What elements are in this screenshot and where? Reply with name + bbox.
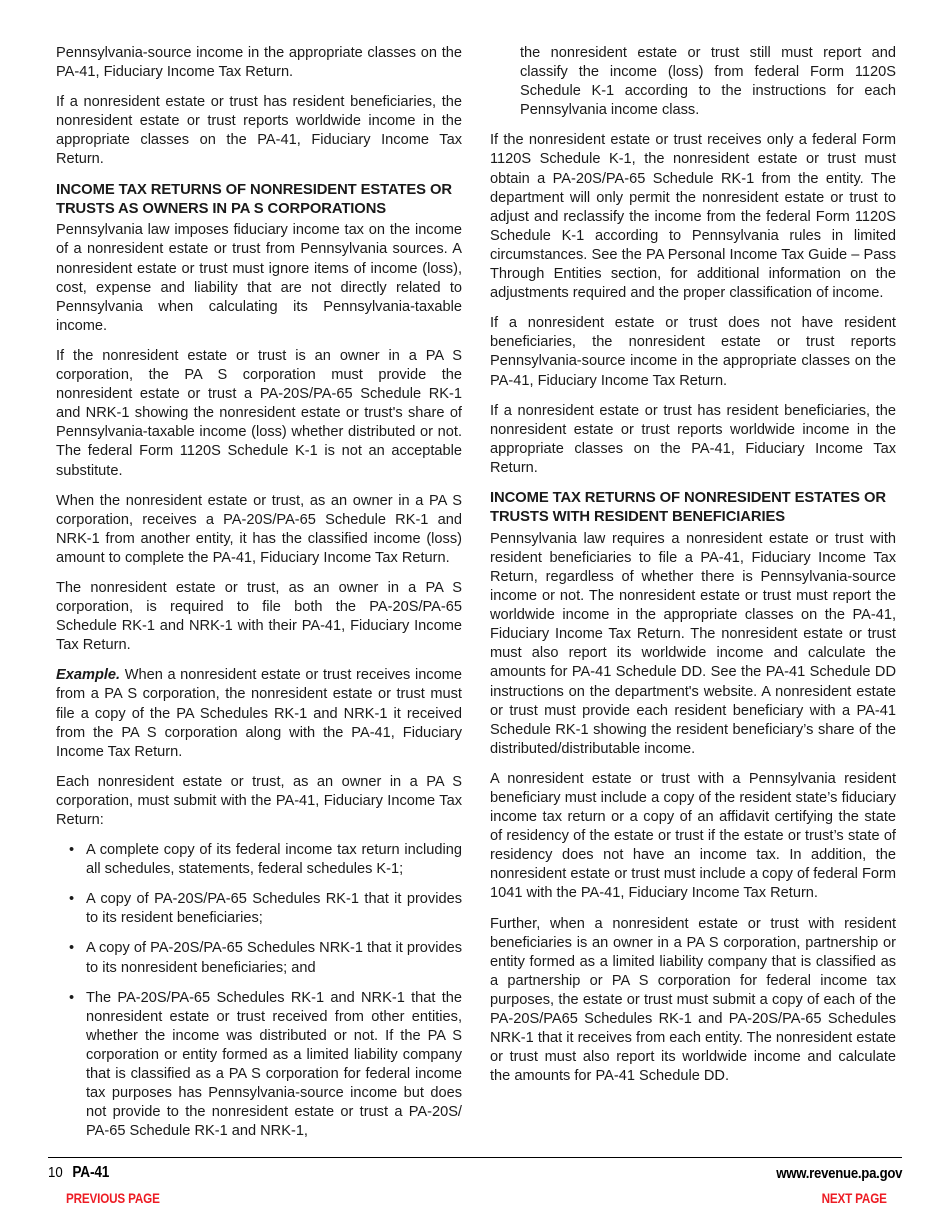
bullet-icon: • (69, 842, 75, 859)
paragraph: If a nonresident estate or trust has resident beneficiaries, the nonresident estate or trust reports worldwide income in the appropriate classes on the PA-41, Fiduciary Income Tax Return. (490, 402, 896, 476)
page-number: 10 (48, 1164, 63, 1181)
footer-website-url: www.revenue.pa.gov (775, 1164, 902, 1182)
list-item-text: A copy of PA-20S/PA-65 Schedules NRK-1 that it provides to its nonresident beneficiaries; and (86, 940, 462, 976)
paragraph: If the nonresident estate or trust receives only a federal Form 1120S Schedule K-1, the nonresident estate or trust must obtain a PA-20S/PA-65 Schedule RK-1 from the entity. The department will only permit the nonresident estate or trust to adjust and reclassify the income from the federal Form 1120S Schedule K-1 according to Pennsylvania rules in limited circumstances. See the PA Personal Income Tax Guide – Pass Through Entities section, for additional information on the adjustments required and the proper classification of income. (490, 132, 896, 302)
paragraph: If a nonresident estate or trust has resident beneficiaries, the nonresident estate or trust reports worldwide income in the appropriate classes on the PA-41, Fiduciary Income Tax Return. (56, 94, 462, 168)
submission-requirements-list (56, 841, 462, 1141)
list-item (56, 939, 462, 977)
previous-page-link[interactable]: PREVIOUS PAGE (66, 1190, 160, 1206)
paragraph-continuation: the nonresident estate or trust still must report and classify the income (loss) from federal Form 1120S Schedule K-1 according to the instructions for each Pennsylvania income class. (520, 45, 896, 119)
paragraph: Each nonresident estate or trust, as an owner in a PA S corporation, must submit with the PA-41, Fiduciary Income Tax Return: (56, 773, 462, 828)
list-item-text: The PA-20S/PA-65 Schedules RK-1 and NRK-1 that the nonresident estate or trust received from other entities, whether the income was distributed or not. If the PA S corporation or entity formed as a limited liability company that is classified as a PA S corporation for federal income tax purposes has Pennsylvania-source income but does not provide to the nonresident estate or trust a PA-20S/ PA-65 Schedule RK-1 and NRK-1, (86, 989, 462, 1140)
footer (48, 1162, 902, 1184)
paragraph: Pennsylvania law requires a nonresident estate or trust with resident beneficiaries to file a PA-41, Fiduciary Income Tax Return, regardless of whether there is Pennsylvania-source income or not. The nonresident estate or trust must report the worldwide income in the appropriate classes on the PA-41, Fiduciary Income Tax Return. The nonresident estate or trust must also report its worldwide income and calculate the amounts for PA-41 Schedule DD. See the PA-41 Schedule DD instructions on the department's website. A nonresident estate or trust must provide each resident beneficiary with a PA-41 Schedule RK-1 showing the resident beneficiary’s share of the distributed/distributable income. (490, 530, 896, 757)
example-label: Example. (56, 667, 121, 684)
section-heading-resident-beneficiaries: INCOME TAX RETURNS OF NONRESIDENT ESTATES OR TRUSTS WITH RESIDENT BENEFICIARIES (490, 489, 886, 526)
paragraph: If the nonresident estate or trust is an owner in a PA S corporation, the PA S corporation must provide the nonresident estate or trust a PA-20S/PA-65 Schedule RK-1 and NRK-1 showing the nonresident estate or trust's share of Pennsylvania-taxable income (loss) whether distributed or not. The federal Form 1120S Schedule K-1 is not an acceptable substitute. (56, 347, 462, 479)
left-column (56, 44, 462, 1144)
example-text: When a nonresident estate or trust receives income from a PA S corporation, the nonresident estate or trust must file a copy of the PA Schedules RK-1 and NRK-1 it received from the PA S corporation along with the PA-41, Fiduciary Income Tax Return. (56, 667, 462, 760)
form-identifier: PA-41 (72, 1164, 110, 1181)
page-navigation (48, 1188, 902, 1208)
list-item (56, 989, 462, 1142)
list-item-text: A complete copy of its federal income tax return including all schedules, statements, federal schedules K-1; (86, 842, 462, 878)
paragraph-example (56, 666, 462, 761)
paragraph: If a nonresident estate or trust does not have resident beneficiaries, the nonresident estate or trust reports Pennsylvania-source income in the appropriate classes on the PA-41, Fiduciary Income Tax Return. (490, 315, 896, 389)
bullet-icon: • (69, 891, 75, 908)
paragraph: Pennsylvania law imposes fiduciary income tax on the income of a nonresident estate or trust from Pennsylvania sources. A nonresident estate or trust must ignore items of income (loss), cost, expense and liability that are not directly related to Pennsylvania when calculating its Pennsylvania-taxable income. (56, 222, 462, 334)
paragraph: Further, when a nonresident estate or trust with resident beneficiaries is an owner in a PA S corporation, partnership or entity formed as a limited liability company that is classified as a partnership or PA S corporation for federal income tax purposes, the estate or trust must submit a copy of each of the PA-20S/PA65 Schedules RK-1 and PA-20S/PA-65 Schedules NRK-1 that it receives from each entity. The nonresident estate or trust must also report its worldwide income and calculate the amounts for PA-41 Schedule DD. (490, 915, 896, 1085)
paragraph: The nonresident estate or trust, as an owner in a PA S corporation, is required to file both the PA-20S/PA-65 Schedule RK-1 and NRK-1 with their PA-41, Fiduciary Income Tax Return. (56, 579, 462, 654)
list-item-text: A copy of PA-20S/PA-65 Schedules RK-1 that it provides to its resident beneficiaries; (86, 891, 462, 927)
two-column-body (56, 44, 906, 1144)
footer-divider (48, 1157, 902, 1158)
paragraph: Pennsylvania-source income in the appropriate classes on the PA-41, Fiduciary Income Tax Return. (56, 45, 462, 81)
list-item (56, 890, 462, 928)
footer-identity (48, 1164, 109, 1182)
next-page-link[interactable]: NEXT PAGE (821, 1190, 887, 1206)
section-heading-nonresident-owners: INCOME TAX RETURNS OF NONRESIDENT ESTATES OR TRUSTS AS OWNERS IN PA S CORPORATIONS (56, 181, 452, 217)
list-item (56, 841, 462, 879)
paragraph: A nonresident estate or trust with a Pennsylvania resident beneficiary must include a copy of the resident state’s fiduciary income tax return or a copy of an affidavit certifying the state of residency of the estate or trust if the estate or trust’s state of residency does not have an income tax. In addition, the nonresident estate or trust must include a copy of federal Form 1041 with the PA-41, Fiduciary Income Tax Return. (490, 770, 896, 902)
bullet-icon: • (69, 940, 75, 957)
bullet-icon: • (69, 989, 75, 1006)
right-column (490, 44, 896, 1144)
paragraph: When the nonresident estate or trust, as an owner in a PA S corporation, receives a PA-20S/PA-65 Schedule RK-1 and NRK-1 from another entity, it has the classified income (loss) amount to complete the PA-41, Fiduciary Income Tax Return. (56, 492, 462, 566)
